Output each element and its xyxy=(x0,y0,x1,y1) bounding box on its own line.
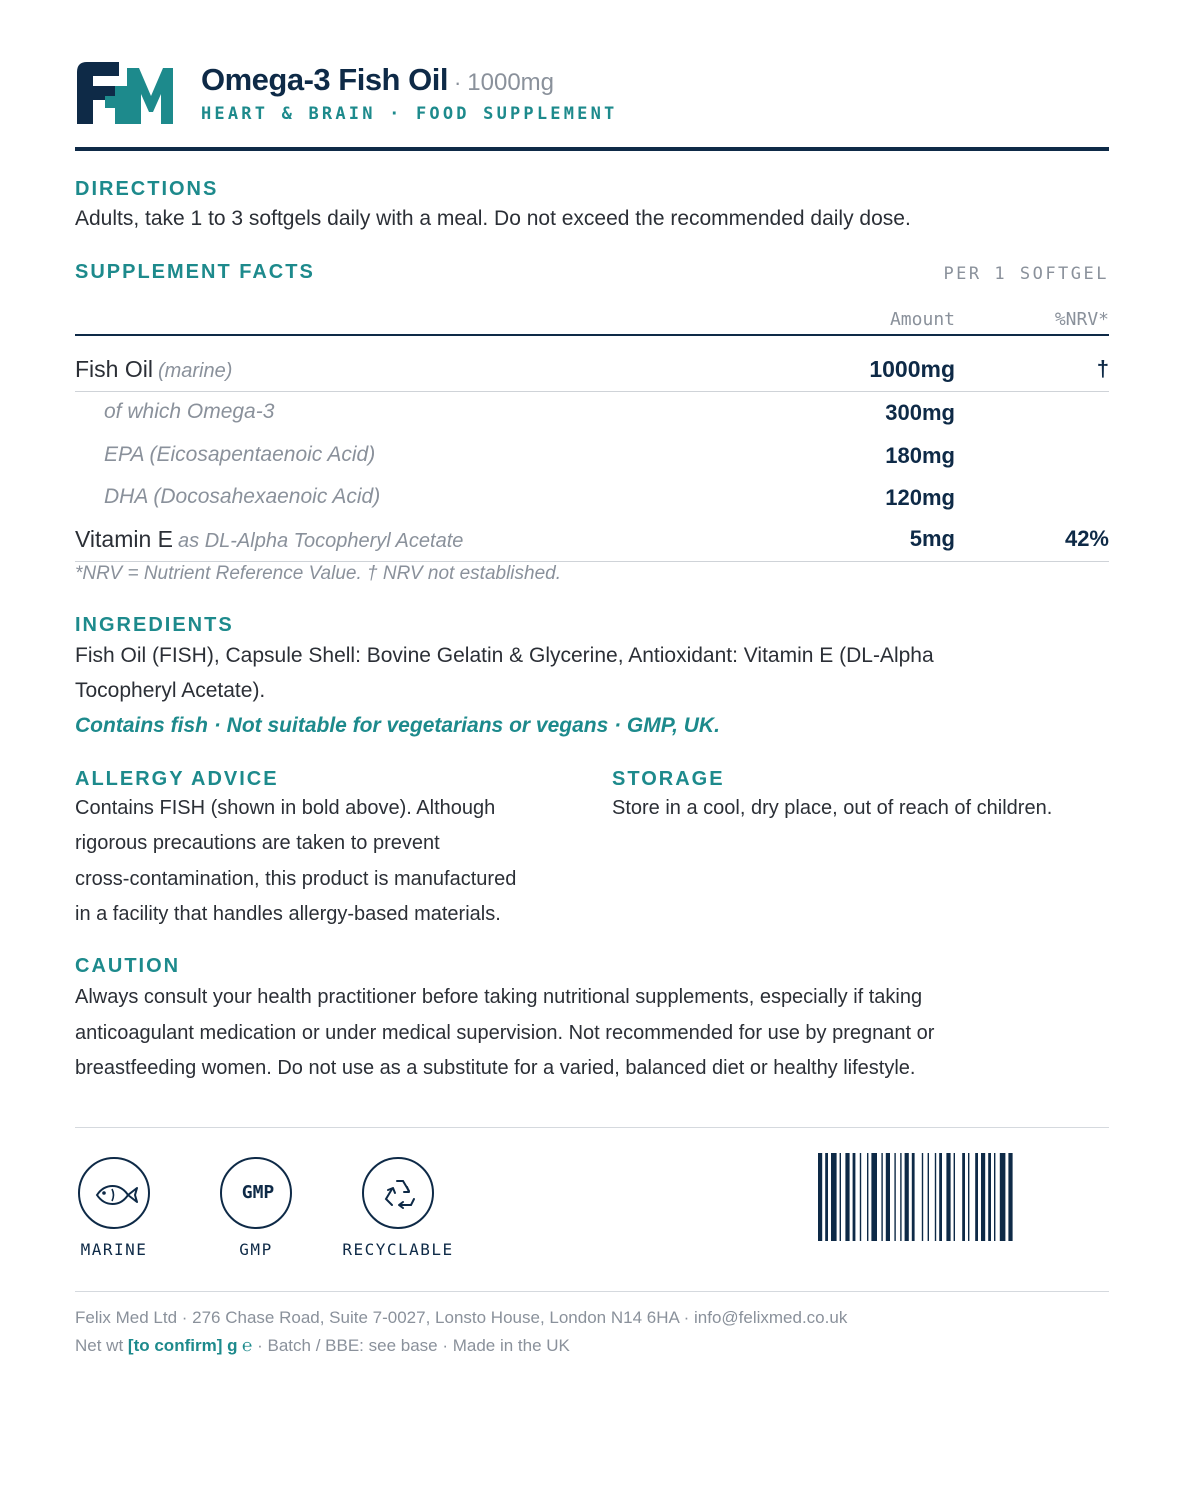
product-name: Omega-3 Fish Oil xyxy=(201,62,448,97)
badge-label: RECYCLABLE xyxy=(342,1240,454,1259)
barcode-bar xyxy=(1008,1153,1012,1241)
footer-bottom-rule xyxy=(75,1291,1109,1292)
fact-amount: 5mg xyxy=(909,526,955,551)
fact-row-dha xyxy=(75,485,1109,525)
barcode-bar xyxy=(946,1153,950,1241)
facts-heading: SUPPLEMENT FACTS xyxy=(75,261,315,283)
allergy-line: rigorous precautions are taken to prevent xyxy=(75,832,440,854)
fact-name: EPA (Eicosapentaenoic Acid) xyxy=(104,443,376,466)
badge-label: MARINE xyxy=(80,1240,148,1259)
caution-heading: CAUTION xyxy=(75,955,181,977)
title-separator: · xyxy=(453,70,462,95)
barcode-bar xyxy=(905,1153,909,1241)
facts-bottom-rule xyxy=(75,561,1109,562)
recycle-icon xyxy=(362,1157,434,1229)
brand-logo xyxy=(75,60,175,126)
barcode-bar xyxy=(825,1153,828,1241)
barcode xyxy=(816,1153,1106,1241)
barcode-bar xyxy=(840,1153,841,1241)
fact-amount: 1000mg xyxy=(869,356,955,382)
barcode-bar xyxy=(962,1153,965,1241)
barcode-bar xyxy=(981,1153,985,1241)
net-weight-line xyxy=(75,1336,570,1356)
storage-heading: STORAGE xyxy=(612,768,725,790)
fact-amount: 120mg xyxy=(885,485,955,510)
fact-row-epa xyxy=(75,443,1109,483)
fact-row-vitamin-e xyxy=(75,526,1109,566)
net-weight-value: [to confirm] g ℮ xyxy=(127,1336,253,1355)
amount-column-header: Amount xyxy=(889,309,955,330)
directions-heading: DIRECTIONS xyxy=(75,178,219,200)
barcode-bar xyxy=(928,1153,929,1241)
nrv-footnote: *NRV = Nutrient Reference Value. † NRV not established. xyxy=(75,563,562,584)
barcode-bar xyxy=(988,1153,991,1241)
badge-label: GMP xyxy=(239,1240,273,1259)
fact-row-fish-oil xyxy=(75,356,1109,396)
ingredients-line-2: Tocopheryl Acetate). xyxy=(75,679,266,702)
directions-text: Adults, take 1 to 3 softgels daily with a meal. Do not exceed the recommended daily dose. xyxy=(75,207,911,230)
serving-size-label: PER 1 SOFTGEL xyxy=(943,264,1109,284)
barcode-bar xyxy=(886,1153,890,1241)
fact-note: as DL-Alpha Tocopheryl Acetate xyxy=(178,530,464,552)
company-address: Felix Med Ltd · 276 Chase Road, Suite 7-0027, Lonsto House, London N14 6HA · info@felixmed.co.uk xyxy=(75,1308,848,1327)
barcode-bar xyxy=(853,1153,856,1241)
barcode-bar xyxy=(818,1153,822,1241)
barcode-bar xyxy=(867,1153,868,1241)
barcode-bar xyxy=(994,1153,995,1241)
barcode-bar xyxy=(900,1153,901,1241)
fact-name: of which Omega-3 xyxy=(104,400,275,423)
fact-name: DHA (Docosahexaenoic Acid) xyxy=(104,485,381,508)
allergy-line: Contains FISH (shown in bold above). Although xyxy=(75,797,496,819)
fish-icon xyxy=(78,1157,150,1229)
allergy-line: in a facility that handles allergy-based materials. xyxy=(75,903,501,925)
barcode-bar xyxy=(881,1153,882,1241)
allergy-line: cross-contamination, this product is manufactured xyxy=(75,868,517,890)
fact-amount: 180mg xyxy=(885,443,955,468)
barcode-bar xyxy=(922,1153,923,1241)
fact-note: (marine) xyxy=(157,360,233,382)
gmp-icon xyxy=(220,1157,292,1229)
allergy-heading: ALLERGY ADVICE xyxy=(75,768,279,790)
barcode-bar xyxy=(968,1153,969,1241)
title-block xyxy=(201,62,617,124)
barcode-bar xyxy=(894,1153,895,1241)
gmp-badge-text: GMP xyxy=(241,1182,275,1203)
header-divider xyxy=(75,147,1109,151)
fact-nrv: † xyxy=(1096,356,1109,381)
fact-row-omega3 xyxy=(75,400,1109,440)
barcode-bar xyxy=(912,1153,915,1241)
facts-header-rule xyxy=(75,334,1109,336)
fact-name: Vitamin E xyxy=(75,526,174,552)
row-divider xyxy=(75,391,1109,392)
product-tagline: HEART & BRAIN · FOOD SUPPLEMENT xyxy=(201,104,618,124)
barcode-bar xyxy=(975,1153,978,1241)
caution-line: breastfeeding women. Do not use as a substitute for a varied, balanced diet or healthy lifestyle. xyxy=(75,1057,916,1079)
dietary-info: Contains fish · Not suitable for vegetarians or vegans · GMP, UK. xyxy=(75,714,720,737)
barcode-bar xyxy=(845,1153,849,1241)
barcode-bar xyxy=(939,1153,942,1241)
storage-text: Store in a cool, dry place, out of reach of children. xyxy=(612,797,1053,819)
barcode-bar xyxy=(871,1153,877,1241)
barcode-bar xyxy=(954,1153,955,1241)
footer-top-rule xyxy=(75,1127,1109,1128)
fact-nrv: 42% xyxy=(1064,526,1109,551)
ingredients-heading: INGREDIENTS xyxy=(75,614,234,636)
barcode-bar xyxy=(1000,1153,1006,1241)
ingredients-line-1: Fish Oil (FISH), Capsule Shell: Bovine Gelatin & Glycerine, Antioxidant: Vitamin E (DL-Alpha xyxy=(75,644,934,667)
net-weight-label: Net wt xyxy=(75,1336,124,1355)
header xyxy=(75,58,1109,128)
barcode-bar xyxy=(831,1153,837,1241)
fact-name: Fish Oil xyxy=(75,356,153,382)
product-strength: 1000mg xyxy=(467,69,555,96)
fact-amount: 300mg xyxy=(885,400,955,425)
batch-info: · Batch / BBE: see base · Made in the UK xyxy=(257,1336,570,1355)
barcode-bar xyxy=(935,1153,936,1241)
caution-line: Always consult your health practitioner before taking nutritional supplements, especially if taking xyxy=(75,986,923,1008)
barcode-bar xyxy=(860,1153,861,1241)
nrv-column-header: %NRV* xyxy=(1054,309,1109,330)
caution-line: anticoagulant medication or under medical supervision. Not recommended for use by pregnant or xyxy=(75,1022,935,1044)
